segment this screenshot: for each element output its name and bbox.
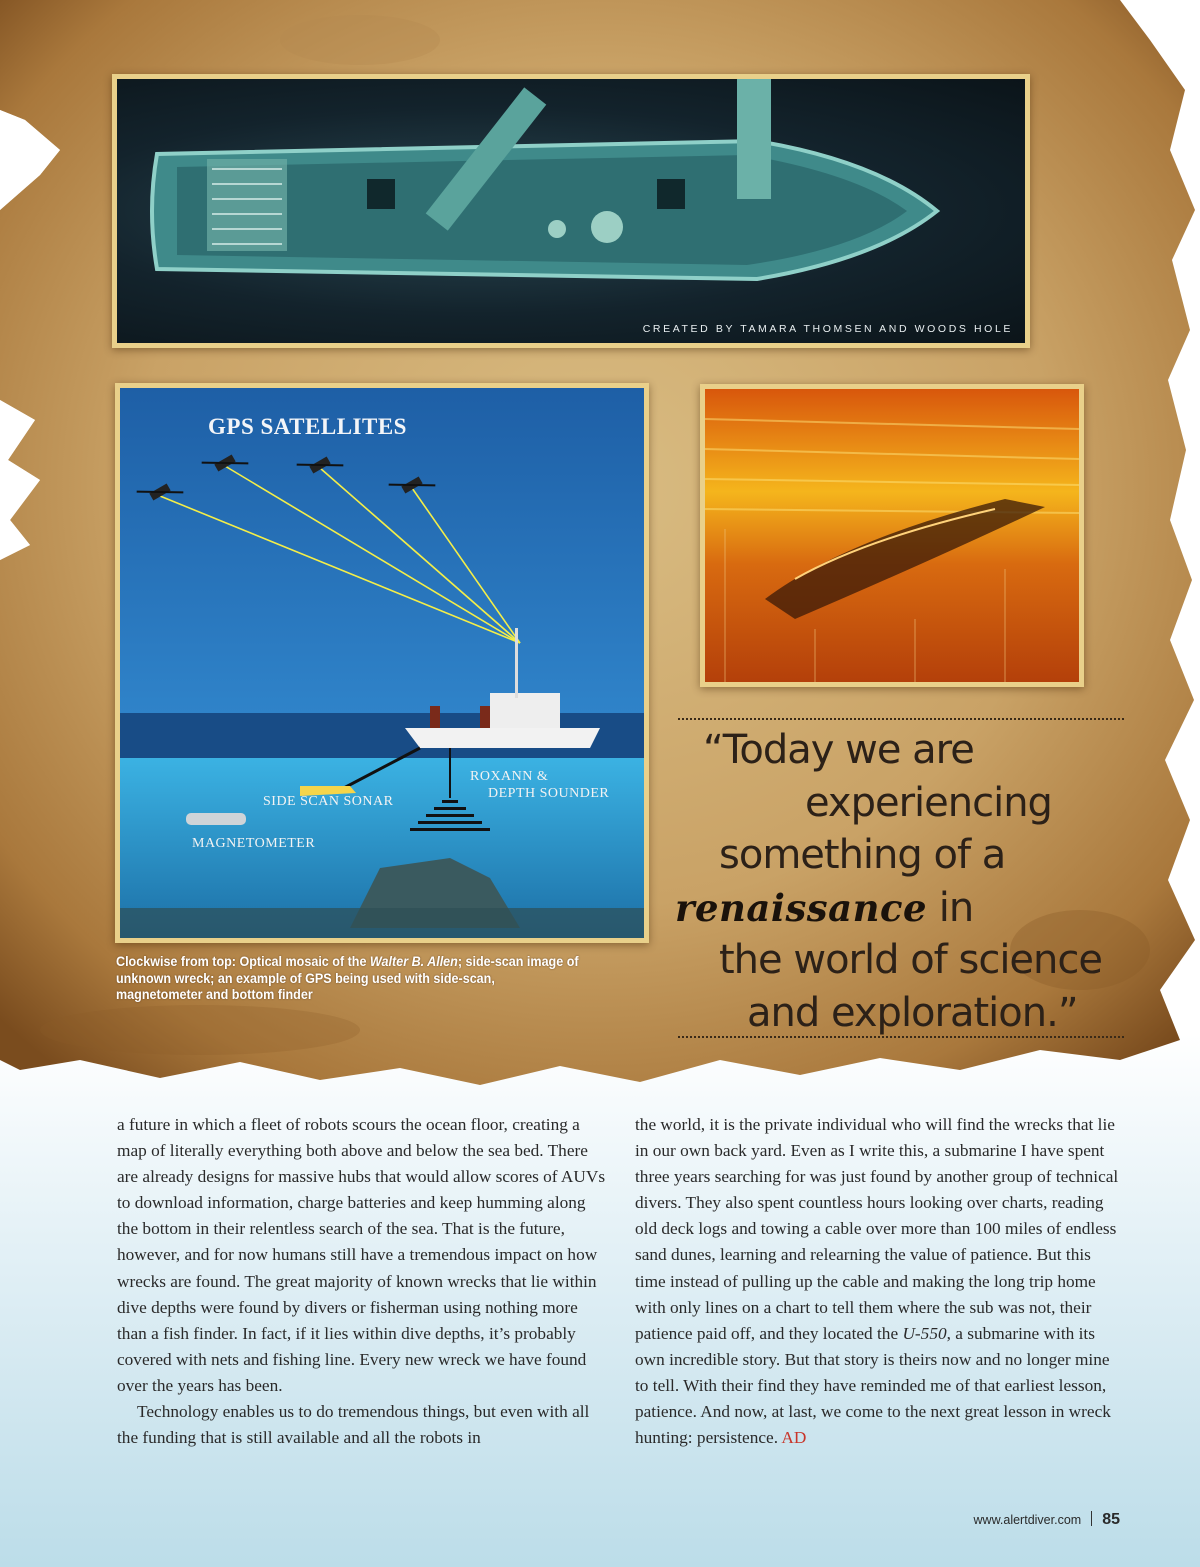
article-paragraph [635, 1112, 1125, 1451]
side-scan-sonar-photo [700, 384, 1084, 687]
side-scan-sonar-image [705, 389, 1079, 682]
caption-rest: ; side-scan image of unknown wreck; an example of GPS being used with side-scan, magnetometer and bottom finder [116, 954, 579, 1002]
article-column-left [117, 1112, 607, 1451]
label-depth-sounder: DEPTH SOUNDER [488, 786, 610, 801]
photo-credit: CREATED BY TAMARA THOMSEN AND WOODS HOLE [642, 323, 1013, 335]
label-magnetometer: MAGNETOMETER [192, 836, 316, 851]
gps-diagram-image [120, 388, 644, 938]
pull-quote [675, 724, 1135, 1039]
diagram-title: GPS SATELLITES [208, 414, 407, 439]
gps-diagram-photo [115, 383, 649, 943]
article-paragraph: Technology enables us to do tremendous things, but even with all the funding that is still available and all the robots in [117, 1402, 590, 1448]
article-text: , a submarine with its own incredible story. But that story is theirs now and no longer mine to tell. With their find they have reminded me of that earliest lesson, patience. And now, at last, we come to the next great lesson in wreck hunting: persistence. [635, 1323, 1111, 1448]
label-side-scan-sonar: SIDE SCAN SONAR [263, 794, 394, 809]
quote-line-4-rest: in [927, 884, 974, 931]
article-column-right [635, 1112, 1125, 1451]
footer-url: www.alertdiver.com [973, 1513, 1082, 1527]
quote-line-1: “Today we are [703, 727, 974, 773]
label-roxann: ROXANN & [470, 769, 549, 784]
submarine-name: U-550 [902, 1323, 947, 1343]
end-mark: AD [781, 1428, 807, 1448]
quote-accent-word: renaissance [675, 885, 928, 930]
page-number: 85 [1102, 1511, 1120, 1528]
quote-line-3: something of a [719, 832, 1006, 878]
wreck-mosaic-image [117, 79, 1025, 343]
article-text: the world, it is the private individual who will find the wrecks that lie in our own back yard. Even as I write this, a submarine I have spent three years searching for was just found by another group of technical divers. They also spent countless hours looking over charts, reading old deck logs and towing a cable over more than 100 miles of endless sand dunes, learning and relearning the value of patience. But this time instead of pulling up the cable and making the long trip home with only lines on a chart to tell them where the sub was not, their patience paid off, and they located the [635, 1115, 1119, 1343]
article-paragraph: a future in which a fleet of robots scours the ocean floor, creating a map of literally everything both above and below the sea bed. There are already designs for massive hubs that would allow scores of AUVs to download information, charge batteries and keep humming along the bottom in their relentless search of the sea. That is the future, however, and for now humans still have a tremendous impact on how wrecks are found. The great majority of known wrecks that lie within dive depths were found by divers or fisherman using nothing more than a fish finder. In fact, if it lies within dive depths, it’s probably covered with nets and fishing line. Every new wreck we have found over the years has been. [117, 1115, 606, 1395]
quote-line-6: and exploration.” [747, 989, 1078, 1036]
wreck-mosaic-photo [112, 74, 1030, 348]
footer-divider [1091, 1511, 1092, 1526]
quote-line-5: the world of science [719, 937, 1102, 983]
quote-bottom-rule [678, 1036, 1124, 1038]
caption-lead: Clockwise from top: Optical mosaic of the [116, 954, 370, 969]
page-footer [974, 1511, 1120, 1529]
caption-ship-name: Walter B. Allen [369, 954, 458, 969]
quote-line-2: experiencing [805, 779, 1052, 826]
photo-caption [116, 954, 581, 1004]
quote-top-rule [678, 718, 1124, 720]
quote-line-4 [675, 882, 1135, 935]
